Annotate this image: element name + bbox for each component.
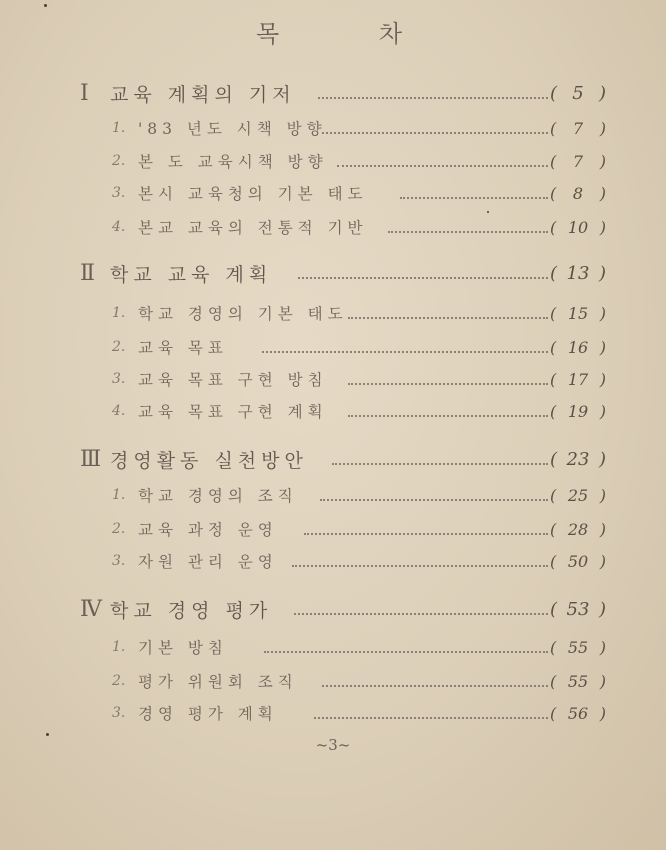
toc-page-ref: ( 17 ): [550, 369, 606, 389]
toc-item-s1-3: [0, 178, 666, 208]
toc-number: 2.: [112, 339, 126, 355]
toc-label: 학교 경영 평가: [110, 599, 273, 622]
toc-label: 경영 평가 계획: [138, 705, 278, 723]
toc-page-ref: ( 56 ): [550, 703, 606, 723]
toc-page-number: 23: [566, 448, 590, 470]
toc-page-ref: ( 55 ): [550, 637, 606, 657]
toc-label: 교육 목표: [138, 339, 228, 357]
toc-page-number: 17: [567, 369, 589, 389]
toc-label: 기본 방침: [138, 639, 228, 657]
dot-leader: [332, 463, 548, 465]
toc-number: Ⅳ: [80, 596, 102, 622]
toc-label: 교육 계획의 기저: [110, 83, 296, 106]
toc-number: 3.: [112, 705, 126, 721]
toc-page-ref: ( 15 ): [550, 303, 606, 323]
toc-page-ref: ( 23 ): [550, 448, 606, 470]
toc-label: 본 도 교육시책 방향: [138, 153, 328, 171]
dot-leader: [322, 132, 548, 134]
page-title: 목 차: [256, 20, 448, 48]
dot-leader: [292, 565, 548, 567]
toc-item-s4-1: [0, 632, 666, 662]
toc-page-ref: ( 28 ): [550, 519, 606, 539]
toc-number: 4.: [112, 403, 126, 419]
toc-page-number: 53: [566, 598, 590, 620]
toc-page-ref: ( 25 ): [550, 485, 606, 505]
toc-label: 자원 관리 운영: [138, 553, 278, 571]
toc-page-number: 28: [567, 519, 589, 539]
toc-page-number: 55: [567, 671, 589, 691]
dot-leader: [337, 165, 548, 167]
toc-page-ref: ( 7 ): [550, 151, 606, 171]
toc-label: 교육 목표 구현 방침: [138, 371, 328, 389]
paper-speck: [46, 733, 49, 736]
toc-page-number: 25: [567, 485, 589, 505]
toc-item-s3-3: [0, 546, 666, 576]
toc-label: 교육 목표 구현 계획: [138, 403, 328, 421]
toc-item-s3-2: [0, 514, 666, 544]
dot-leader: [318, 97, 548, 99]
toc-page-ref: ( 10 ): [550, 217, 606, 237]
dot-leader: [348, 415, 548, 417]
dot-leader: [400, 197, 548, 199]
toc-label: 학교 경영의 조직: [138, 487, 298, 505]
toc-page-ref: ( 16 ): [550, 337, 606, 357]
toc-label: 본교 교육의 전통적 기반: [138, 219, 368, 237]
toc-page-ref: ( 5 ): [550, 82, 606, 104]
toc-item-s1-2: [0, 146, 666, 176]
toc-item-s2-4: [0, 396, 666, 426]
toc-page-number: 8: [572, 183, 584, 203]
toc-page-ref: ( 13 ): [550, 262, 606, 284]
dot-leader: [348, 317, 548, 319]
toc-item-s2-2: [0, 332, 666, 362]
toc-page-number: 16: [567, 337, 589, 357]
toc-number: 3.: [112, 553, 126, 569]
toc-section-s4: [0, 594, 666, 624]
toc-label: 학교 교육 계획: [110, 263, 273, 286]
toc-number: 3.: [112, 185, 126, 201]
toc-page-number: 56: [567, 703, 589, 723]
toc-item-s2-3: [0, 364, 666, 394]
toc-number: Ⅲ: [80, 446, 102, 472]
toc-section-s1: [0, 78, 666, 108]
toc-item-s2-1: [0, 298, 666, 328]
toc-page-ref: ( 19 ): [550, 401, 606, 421]
toc-label: 경영활동 실천방안: [110, 449, 308, 472]
toc-number: 3.: [112, 371, 126, 387]
toc-item-s1-4: [0, 212, 666, 242]
toc-page-number: 7: [572, 151, 584, 171]
toc-number: 1.: [112, 305, 126, 321]
toc-page-ref: ( 8 ): [550, 183, 606, 203]
toc-page-number: 10: [567, 217, 589, 237]
toc-number: 2.: [112, 673, 126, 689]
toc-item-s4-3: [0, 698, 666, 728]
toc-page-number: 5: [572, 82, 584, 104]
dot-leader: [304, 533, 548, 535]
toc-page-ref: ( 7 ): [550, 118, 606, 138]
dot-leader: [322, 685, 548, 687]
dot-leader: [320, 499, 548, 501]
toc-page-number: 7: [572, 118, 584, 138]
toc-item-s4-2: [0, 666, 666, 696]
toc-number: Ⅰ: [80, 80, 89, 106]
toc-page-number: 15: [567, 303, 589, 323]
toc-label: 교육 과정 운영: [138, 521, 278, 539]
toc-number: 1.: [112, 639, 126, 655]
toc-page-number: 50: [567, 551, 589, 571]
dot-leader: [262, 351, 548, 353]
toc-section-s3: [0, 444, 666, 474]
dot-leader: [388, 231, 548, 233]
paper-speck: [487, 211, 489, 213]
toc-number: 1.: [112, 120, 126, 136]
toc-page-number: 19: [567, 401, 589, 421]
toc-item-s1-1: [0, 113, 666, 143]
toc-number: 2.: [112, 521, 126, 537]
toc-number: 4.: [112, 219, 126, 235]
toc-page-ref: ( 53 ): [550, 598, 606, 620]
toc-page-ref: ( 55 ): [550, 671, 606, 691]
paper-speck: [44, 4, 47, 7]
dot-leader: [294, 613, 548, 615]
toc-page-ref: ( 50 ): [550, 551, 606, 571]
toc-number: Ⅱ: [80, 260, 95, 286]
toc-page-number: 55: [567, 637, 589, 657]
dot-leader: [314, 717, 548, 719]
dot-leader: [348, 383, 548, 385]
toc-item-s3-1: [0, 480, 666, 510]
toc-number: 1.: [112, 487, 126, 503]
dot-leader: [298, 277, 548, 279]
toc-label: 본시 교육청의 기본 태도: [138, 185, 368, 203]
toc-section-s2: [0, 258, 666, 288]
toc-label: '83 년도 시책 방향: [138, 120, 327, 138]
page-number: ~3~: [315, 736, 351, 754]
toc-label: 평가 위원회 조직: [138, 673, 298, 691]
toc-label: 학교 경영의 기본 태도: [138, 305, 348, 323]
toc-number: 2.: [112, 153, 126, 169]
dot-leader: [264, 651, 548, 653]
toc-page-number: 13: [566, 262, 590, 284]
